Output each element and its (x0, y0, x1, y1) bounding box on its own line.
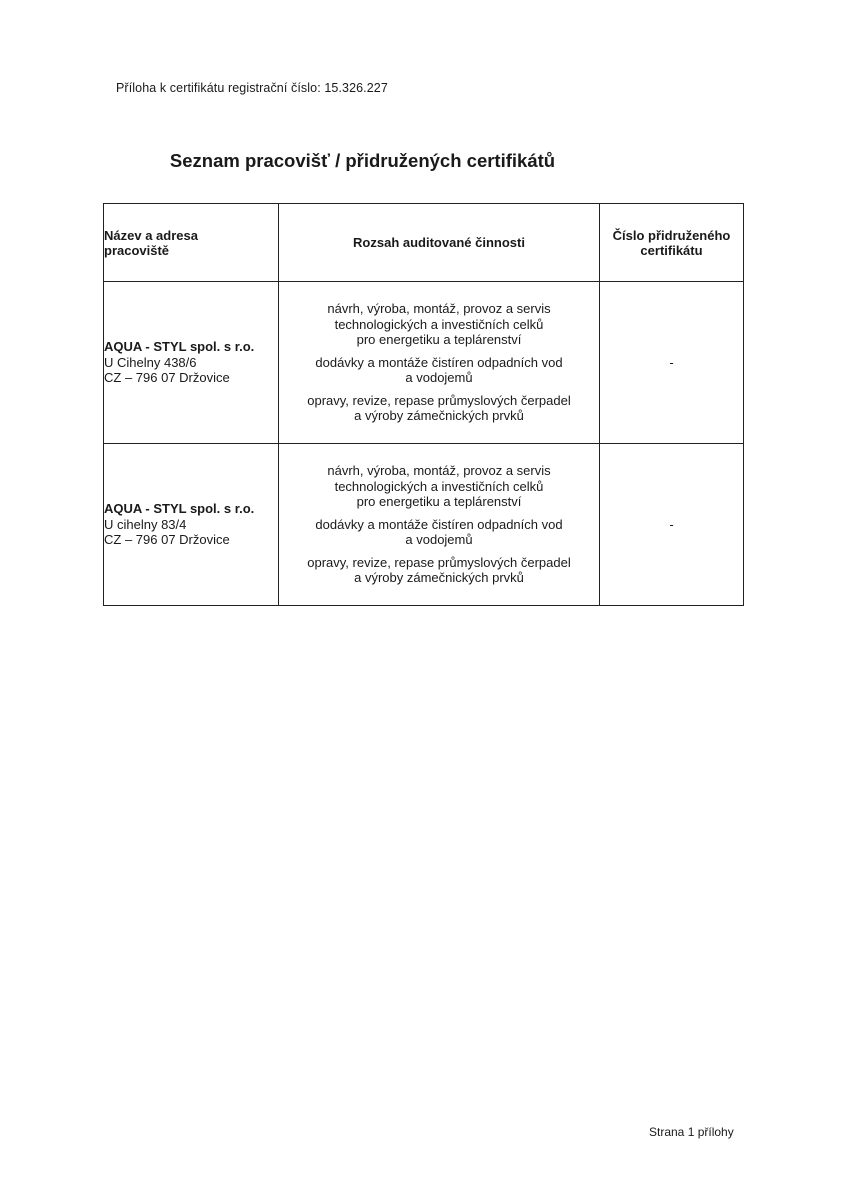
header-name-address: Název a adresa pracoviště (104, 204, 279, 282)
table-header-row (104, 204, 744, 282)
street-address: U Cihelny 438/6 (104, 354, 197, 370)
document-title (0, 150, 849, 172)
activity-item: návrh, výroba, montáž, provoz a servis technologických a investičních celků pro energetiku a teplárenství (327, 463, 551, 510)
workplaces-table (103, 203, 744, 606)
company-name: AQUA - STYL spol. s r.o. (104, 339, 255, 355)
page-number: Strana 1 přílohy (649, 1125, 734, 1139)
activity-item: opravy, revize, repase průmyslových čerpadel a výroby zámečnických prvků (307, 392, 571, 424)
table-row (104, 444, 744, 606)
city-address: CZ – 796 07 Držovice (104, 532, 230, 548)
cert-number-cell: - (600, 444, 744, 606)
scope-cell (279, 444, 600, 606)
cert-number-cell: - (600, 282, 744, 444)
activity-item: dodávky a montáže čistíren odpadních vod a vodojemů (315, 354, 563, 386)
activity-item: dodávky a montáže čistíren odpadních vod a vodojemů (315, 516, 563, 548)
header-scope: Rozsah auditované činnosti (279, 204, 600, 282)
workplace-address-cell (104, 444, 279, 606)
city-address: CZ – 796 07 Držovice (104, 370, 230, 386)
document-title-text: Seznam pracovišť / přidružených certifikátů (169, 150, 556, 171)
activity-item: opravy, revize, repase průmyslových čerpadel a výroby zámečnických prvků (307, 554, 571, 586)
street-address: U cihelny 83/4 (104, 516, 187, 532)
scope-cell (279, 282, 600, 444)
workplace-address-cell (104, 282, 279, 444)
activity-item: návrh, výroba, montáž, provoz a servis technologických a investičních celků pro energetiku a teplárenství (327, 301, 551, 348)
table-row (104, 282, 744, 444)
company-name: AQUA - STYL spol. s r.o. (104, 501, 255, 517)
header-cert-number: Číslo přidruženého certifikátu (600, 204, 744, 282)
certificate-reference-note: Příloha k certifikátu registrační číslo: 15.326.227 (116, 81, 388, 95)
